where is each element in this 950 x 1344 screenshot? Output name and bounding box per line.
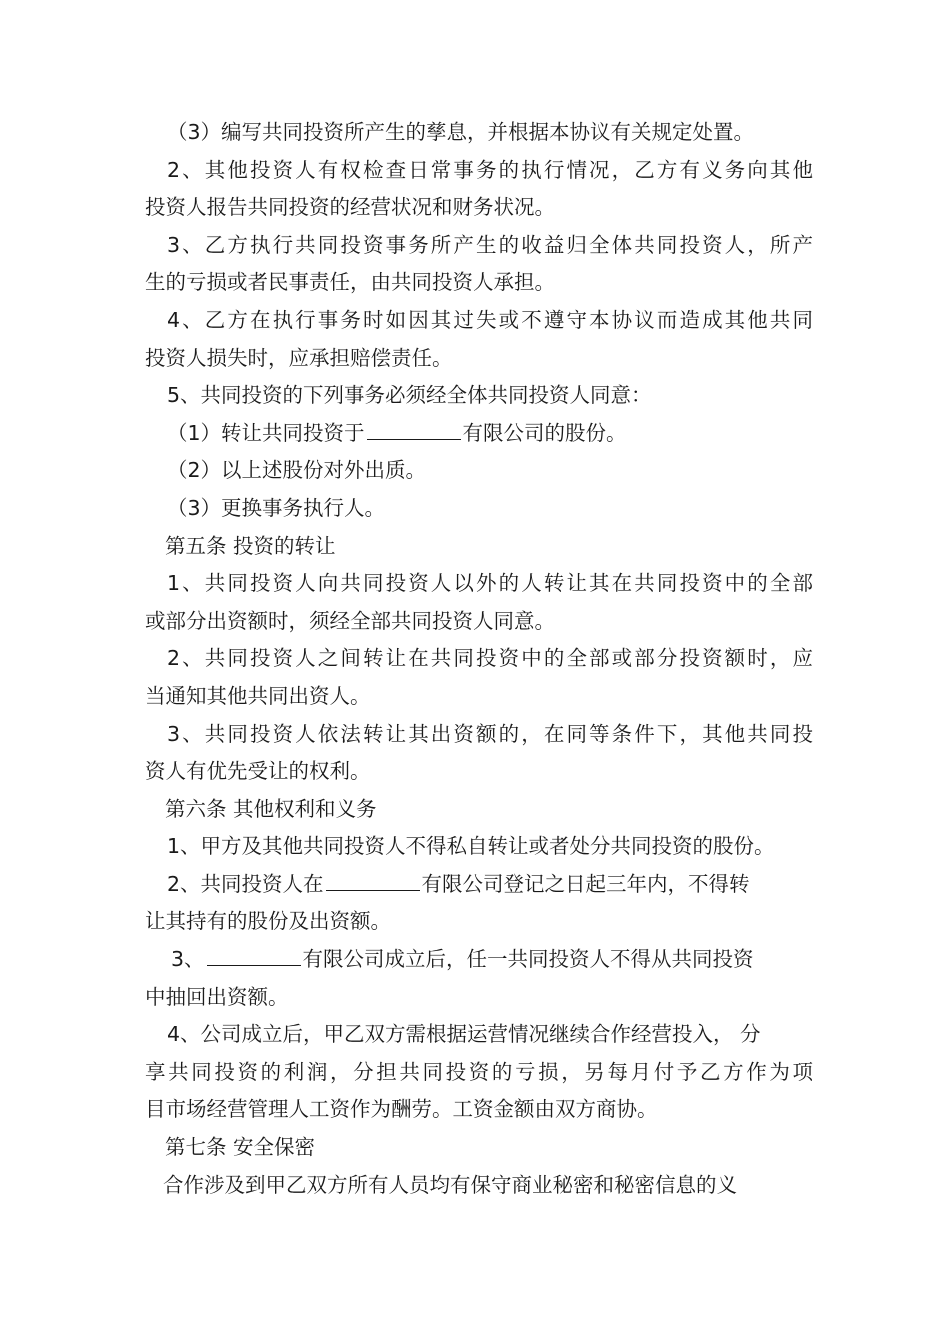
clause-line: （3）更换事务执行人。 [167,495,386,520]
clause-line: 生的亏损或者民事责任，由共同投资人承担。 [145,270,555,295]
clause-text: 2、共同投资人在 [167,871,324,896]
fill-in-blank [326,868,420,891]
clause-line: 4、乙方在执行事务时如因其过失或不遵守本协议而造成其他共同 [167,307,813,332]
fill-in-blank [367,417,461,440]
clause-line: 投资人损失时，应承担赔偿责任。 [145,345,453,370]
clause-line: 投资人报告共同投资的经营状况和财务状况。 [145,195,555,220]
clause-line: 1、甲方及其他共同投资人不得私自转让或者处分共同投资的股份。 [167,834,775,859]
clause-line [145,941,813,979]
clause-text: 有限公司登记之日起三年内，不得转 [421,871,750,896]
clause-line: 让其持有的股份及出资额。 [145,909,391,934]
clause-line: 1、共同投资人向共同投资人以外的人转让其在共同投资中的全部 [167,571,813,596]
clause-line [145,866,813,904]
clause-line: 2、其他投资人有权检查日常事务的执行情况，乙方有义务向其他 [167,157,813,182]
clause-line [145,415,813,453]
clause-line: （2）以上述股份对外出质。 [167,458,427,483]
document-body [145,114,813,1204]
clause-line: 享共同投资的利润，分担共同投资的亏损，另每月付予乙方作为项 [145,1059,813,1084]
clause-line: 5、共同投资的下列事务必须经全体共同投资人同意： [167,383,652,408]
clause-line: 中抽回出资额。 [145,984,289,1009]
clause-text: 3、 [171,947,205,972]
clause-text: 有限公司的股份。 [462,420,627,445]
clause-line: 当通知其他共同出资人。 [145,683,371,708]
section-heading: 第五条 投资的转让 [165,533,336,558]
clause-line: 4、公司成立后，甲乙双方需根据运营情况继续合作经营投入， 分 [167,1022,761,1047]
clause-line: 3、乙方执行共同投资事务所产生的收益归全体共同投资人，所产 [167,232,813,257]
clause-line: 资人有优先受让的权利。 [145,759,371,784]
section-heading: 第七条 安全保密 [165,1135,316,1160]
clause-text: （1）转让共同投资于 [167,420,365,445]
clause-line: 2、共同投资人之间转让在共同投资中的全部或部分投资额时，应 [167,646,813,671]
clause-line: 合作涉及到甲乙双方所有人员均有保守商业秘密和秘密信息的义 [163,1172,737,1197]
clause-text: 有限公司成立后，任一共同投资人不得从共同投资 [302,947,754,972]
clause-line: 目市场经营管理人工资作为酬劳。工资金额由双方商协。 [145,1097,658,1122]
clause-line: 或部分出资额时，须经全部共同投资人同意。 [145,608,555,633]
fill-in-blank [207,943,301,966]
clause-line: 3、共同投资人依法转让其出资额的，在同等条件下，其他共同投 [167,721,813,746]
section-heading: 第六条 其他权利和义务 [165,796,377,821]
clause-line: （3）编写共同投资所产生的孳息，并根据本协议有关规定处置。 [167,120,755,144]
